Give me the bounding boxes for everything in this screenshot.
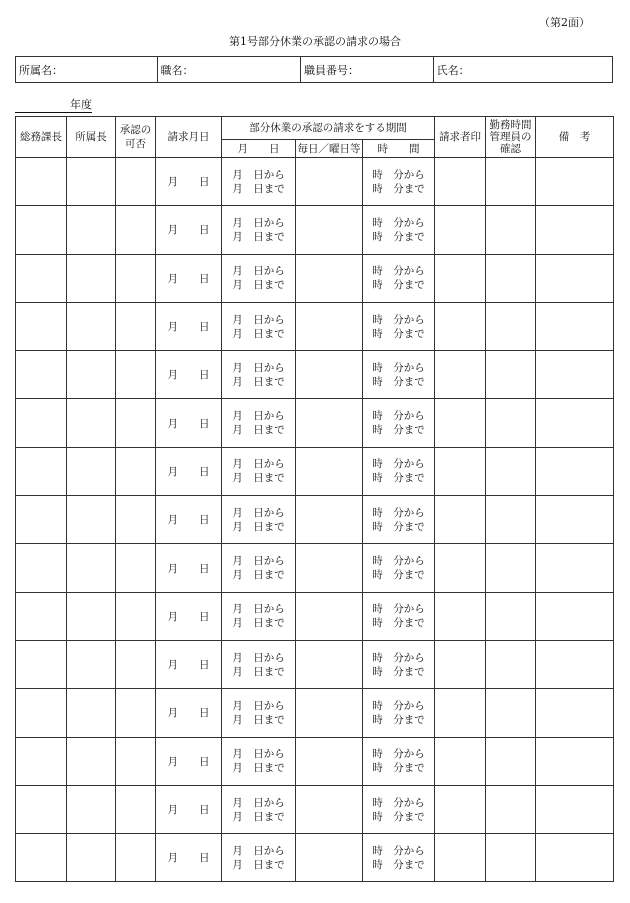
table-row bbox=[16, 447, 614, 495]
cell-daily-weekday[interactable] bbox=[296, 158, 363, 206]
cell-general-affairs-chief[interactable] bbox=[16, 640, 67, 688]
cell-request-date-text: 月 日 bbox=[167, 369, 210, 382]
cell-manager-confirm[interactable] bbox=[486, 447, 536, 495]
cell-date-range-text: 月 日から 月 日まで bbox=[232, 699, 285, 726]
cell-date-range[interactable] bbox=[222, 158, 296, 206]
cell-remarks[interactable] bbox=[536, 158, 614, 206]
cell-request-date-text: 月 日 bbox=[167, 176, 210, 189]
table-row bbox=[16, 254, 614, 302]
cell-date-range[interactable] bbox=[222, 254, 296, 302]
cell-request-date[interactable] bbox=[156, 785, 222, 833]
cell-approval[interactable] bbox=[116, 689, 156, 737]
cell-request-date-text: 月 日 bbox=[167, 562, 210, 575]
cell-requester-seal[interactable] bbox=[435, 399, 486, 447]
cell-daily-weekday[interactable] bbox=[296, 496, 363, 544]
cell-request-date-text: 月 日 bbox=[167, 852, 210, 865]
cell-request-date-text: 月 日 bbox=[167, 417, 210, 430]
cell-remarks[interactable] bbox=[536, 496, 614, 544]
cell-request-date[interactable] bbox=[156, 158, 222, 206]
cell-daily-weekday[interactable] bbox=[296, 785, 363, 833]
cell-date-range-text: 月 日から 月 日まで bbox=[232, 748, 285, 775]
col-daily-weekday: 毎日／曜日等 bbox=[296, 140, 363, 158]
cell-requester-seal[interactable] bbox=[435, 640, 486, 688]
cell-date-range-text: 月 日から 月 日まで bbox=[232, 844, 285, 871]
cell-request-date[interactable] bbox=[156, 351, 222, 399]
cell-time-range[interactable] bbox=[363, 206, 435, 254]
cell-time-range[interactable] bbox=[363, 447, 435, 495]
cell-request-date-text: 月 日 bbox=[167, 755, 210, 768]
cell-request-date-text: 月 日 bbox=[167, 321, 210, 334]
cell-general-affairs-chief[interactable] bbox=[16, 399, 67, 447]
employee-info-box bbox=[15, 56, 613, 83]
cell-approval[interactable] bbox=[116, 785, 156, 833]
table-row bbox=[16, 158, 614, 206]
col-group-period: 部分休業の承認の請求をする期間 bbox=[222, 117, 435, 140]
cell-manager-confirm[interactable] bbox=[486, 158, 536, 206]
cell-manager-confirm[interactable] bbox=[486, 544, 536, 592]
cell-approval[interactable] bbox=[116, 544, 156, 592]
cell-manager-confirm[interactable] bbox=[486, 834, 536, 882]
cell-requester-seal[interactable] bbox=[435, 447, 486, 495]
cell-remarks[interactable] bbox=[536, 302, 614, 350]
cell-request-date-text: 月 日 bbox=[167, 610, 210, 623]
cell-remarks[interactable] bbox=[536, 834, 614, 882]
cell-time-range-text: 時 分から 時 分まで bbox=[372, 555, 425, 582]
cell-remarks[interactable] bbox=[536, 544, 614, 592]
cell-time-range[interactable] bbox=[363, 254, 435, 302]
cell-date-range-text: 月 日から 月 日まで bbox=[232, 796, 285, 823]
cell-date-range-text: 月 日から 月 日まで bbox=[232, 168, 285, 195]
cell-daily-weekday[interactable] bbox=[296, 302, 363, 350]
cell-approval[interactable] bbox=[116, 737, 156, 785]
cell-daily-weekday[interactable] bbox=[296, 592, 363, 640]
cell-requester-seal[interactable] bbox=[435, 302, 486, 350]
cell-requester-seal[interactable] bbox=[435, 737, 486, 785]
cell-time-range[interactable] bbox=[363, 158, 435, 206]
cell-time-range-text: 時 分から 時 分まで bbox=[372, 603, 425, 630]
cell-manager-confirm[interactable] bbox=[486, 206, 536, 254]
cell-time-range-text: 時 分から 時 分まで bbox=[372, 651, 425, 678]
cell-remarks[interactable] bbox=[536, 351, 614, 399]
cell-date-range-text: 月 日から 月 日まで bbox=[232, 410, 285, 437]
cell-manager-confirm[interactable] bbox=[486, 351, 536, 399]
cell-daily-weekday[interactable] bbox=[296, 834, 363, 882]
cell-date-range-text: 月 日から 月 日まで bbox=[232, 361, 285, 388]
cell-office-head[interactable] bbox=[67, 447, 116, 495]
cell-daily-weekday[interactable] bbox=[296, 737, 363, 785]
cell-request-date[interactable] bbox=[156, 834, 222, 882]
table-row bbox=[16, 544, 614, 592]
cell-general-affairs-chief[interactable] bbox=[16, 689, 67, 737]
cell-requester-seal[interactable] bbox=[435, 351, 486, 399]
cell-date-range[interactable] bbox=[222, 351, 296, 399]
name-label: 氏名： bbox=[436, 63, 470, 77]
page-title: 第1号部分休業の承認の請求の場合 bbox=[229, 35, 401, 48]
cell-daily-weekday[interactable] bbox=[296, 351, 363, 399]
cell-request-date[interactable] bbox=[156, 254, 222, 302]
cell-time-range-text: 時 分から 時 分まで bbox=[372, 410, 425, 437]
cell-date-range[interactable] bbox=[222, 834, 296, 882]
cell-request-date[interactable] bbox=[156, 302, 222, 350]
cell-general-affairs-chief[interactable] bbox=[16, 302, 67, 350]
cell-time-range-text: 時 分から 時 分まで bbox=[372, 361, 425, 388]
cell-date-range[interactable] bbox=[222, 785, 296, 833]
cell-request-date[interactable] bbox=[156, 206, 222, 254]
cell-requester-seal[interactable] bbox=[435, 254, 486, 302]
cell-general-affairs-chief[interactable] bbox=[16, 737, 67, 785]
cell-office-head[interactable] bbox=[67, 737, 116, 785]
cell-requester-seal[interactable] bbox=[435, 592, 486, 640]
cell-request-date-text: 月 日 bbox=[167, 659, 210, 672]
table-row bbox=[16, 834, 614, 882]
cell-approval[interactable] bbox=[116, 399, 156, 447]
cell-request-date[interactable] bbox=[156, 544, 222, 592]
cell-request-date-text: 月 日 bbox=[167, 804, 210, 816]
cell-requester-seal[interactable] bbox=[435, 785, 486, 833]
cell-time-range[interactable] bbox=[363, 496, 435, 544]
cell-approval[interactable] bbox=[116, 447, 156, 495]
cell-time-range-text: 時 分から 時 分まで bbox=[372, 458, 425, 485]
table-row bbox=[16, 206, 614, 254]
cell-remarks[interactable] bbox=[536, 785, 614, 833]
cell-manager-confirm[interactable] bbox=[486, 689, 536, 737]
cell-approval[interactable] bbox=[116, 592, 156, 640]
name-field[interactable] bbox=[434, 57, 612, 82]
cell-remarks[interactable] bbox=[536, 689, 614, 737]
cell-date-range-text: 月 日から 月 日まで bbox=[232, 313, 285, 340]
cell-general-affairs-chief[interactable] bbox=[16, 496, 67, 544]
affiliation-field[interactable] bbox=[16, 57, 158, 82]
table-row bbox=[16, 351, 614, 399]
cell-office-head[interactable] bbox=[67, 254, 116, 302]
cell-time-range[interactable] bbox=[363, 302, 435, 350]
cell-time-range[interactable] bbox=[363, 640, 435, 688]
cell-remarks[interactable] bbox=[536, 737, 614, 785]
cell-office-head[interactable] bbox=[67, 785, 116, 833]
cell-request-date-text: 月 日 bbox=[167, 707, 210, 720]
cell-time-range-text: 時 分から 時 分まで bbox=[372, 699, 425, 726]
cell-daily-weekday[interactable] bbox=[296, 254, 363, 302]
cell-requester-seal[interactable] bbox=[435, 206, 486, 254]
cell-date-range[interactable] bbox=[222, 496, 296, 544]
col-general-affairs-chief: 総務課長 bbox=[16, 117, 67, 158]
cell-manager-confirm[interactable] bbox=[486, 737, 536, 785]
col-approval: 承認の 可否 bbox=[116, 117, 156, 158]
cell-time-range[interactable] bbox=[363, 351, 435, 399]
cell-time-range-text: 時 分から 時 分まで bbox=[372, 506, 425, 533]
cell-time-range[interactable] bbox=[363, 834, 435, 882]
fiscal-year-line bbox=[15, 96, 92, 113]
cell-date-range[interactable] bbox=[222, 544, 296, 592]
cell-office-head[interactable] bbox=[67, 592, 116, 640]
cell-daily-weekday[interactable] bbox=[296, 399, 363, 447]
cell-request-date-text: 月 日 bbox=[167, 514, 210, 527]
table-row bbox=[16, 496, 614, 544]
cell-office-head[interactable] bbox=[67, 496, 116, 544]
cell-date-range[interactable] bbox=[222, 302, 296, 350]
cell-request-date[interactable] bbox=[156, 496, 222, 544]
cell-general-affairs-chief[interactable] bbox=[16, 158, 67, 206]
affiliation-label: 所属名： bbox=[19, 63, 63, 77]
col-office-head: 所属長 bbox=[67, 117, 116, 158]
cell-time-range[interactable] bbox=[363, 689, 435, 737]
cell-office-head[interactable] bbox=[67, 640, 116, 688]
cell-approval[interactable] bbox=[116, 206, 156, 254]
cell-time-range-text: 時 分から 時 分まで bbox=[372, 216, 425, 243]
cell-request-date[interactable] bbox=[156, 640, 222, 688]
cell-date-range[interactable] bbox=[222, 737, 296, 785]
position-label: 職名： bbox=[160, 63, 194, 77]
cell-office-head[interactable] bbox=[67, 351, 116, 399]
cell-time-range-text: 時 分から 時 分まで bbox=[372, 265, 425, 292]
request-table bbox=[15, 116, 614, 882]
cell-time-range[interactable] bbox=[363, 785, 435, 833]
table-row bbox=[16, 592, 614, 640]
cell-daily-weekday[interactable] bbox=[296, 447, 363, 495]
cell-request-date[interactable] bbox=[156, 689, 222, 737]
staff-number-field[interactable] bbox=[301, 57, 434, 82]
cell-general-affairs-chief[interactable] bbox=[16, 544, 67, 592]
cell-time-range-text: 時 分から 時 分まで bbox=[372, 796, 425, 823]
cell-daily-weekday[interactable] bbox=[296, 206, 363, 254]
cell-request-date-text: 月 日 bbox=[167, 224, 210, 237]
cell-general-affairs-chief[interactable] bbox=[16, 351, 67, 399]
col-requester-seal: 請求者印 bbox=[435, 117, 486, 158]
cell-request-date[interactable] bbox=[156, 399, 222, 447]
cell-manager-confirm[interactable] bbox=[486, 302, 536, 350]
col-time: 時 間 bbox=[363, 140, 435, 158]
table-row bbox=[16, 399, 614, 447]
table-row bbox=[16, 302, 614, 350]
col-month-day: 月 日 bbox=[222, 140, 296, 158]
cell-date-range-text: 月 日から 月 日まで bbox=[232, 555, 285, 582]
cell-approval[interactable] bbox=[116, 254, 156, 302]
cell-general-affairs-chief[interactable] bbox=[16, 447, 67, 495]
table-row bbox=[16, 640, 614, 688]
cell-request-date[interactable] bbox=[156, 592, 222, 640]
cell-date-range[interactable] bbox=[222, 640, 296, 688]
cell-date-range[interactable] bbox=[222, 399, 296, 447]
cell-time-range-text: 時 分から 時 分まで bbox=[372, 748, 425, 775]
cell-general-affairs-chief[interactable] bbox=[16, 254, 67, 302]
col-remarks: 備 考 bbox=[536, 117, 614, 158]
cell-time-range[interactable] bbox=[363, 399, 435, 447]
cell-request-date[interactable] bbox=[156, 447, 222, 495]
cell-remarks[interactable] bbox=[536, 640, 614, 688]
cell-manager-confirm[interactable] bbox=[486, 640, 536, 688]
cell-approval[interactable] bbox=[116, 496, 156, 544]
cell-requester-seal[interactable] bbox=[435, 544, 486, 592]
cell-approval[interactable] bbox=[116, 351, 156, 399]
cell-requester-seal[interactable] bbox=[435, 496, 486, 544]
col-manager-confirm: 勤務時間 管理員の 確認 bbox=[486, 117, 536, 158]
cell-date-range[interactable] bbox=[222, 447, 296, 495]
cell-general-affairs-chief[interactable] bbox=[16, 834, 67, 882]
cell-requester-seal[interactable] bbox=[435, 158, 486, 206]
cell-time-range-text: 時 分から 時 分まで bbox=[372, 168, 425, 195]
cell-office-head[interactable] bbox=[67, 302, 116, 350]
cell-requester-seal[interactable] bbox=[435, 834, 486, 882]
cell-request-date-text: 月 日 bbox=[167, 272, 210, 285]
cell-date-range-text: 月 日から 月 日まで bbox=[232, 458, 285, 485]
cell-office-head[interactable] bbox=[67, 158, 116, 206]
table-row bbox=[16, 785, 614, 833]
cell-general-affairs-chief[interactable] bbox=[16, 785, 67, 833]
cell-remarks[interactable] bbox=[536, 254, 614, 302]
cell-time-range[interactable] bbox=[363, 592, 435, 640]
cell-approval[interactable] bbox=[116, 158, 156, 206]
table-row bbox=[16, 737, 614, 785]
fiscal-year-label: 年度 bbox=[70, 98, 92, 111]
cell-office-head[interactable] bbox=[67, 834, 116, 882]
cell-date-range[interactable] bbox=[222, 206, 296, 254]
cell-date-range[interactable] bbox=[222, 689, 296, 737]
table-row bbox=[16, 689, 614, 737]
cell-daily-weekday[interactable] bbox=[296, 544, 363, 592]
cell-request-date[interactable] bbox=[156, 737, 222, 785]
cell-daily-weekday[interactable] bbox=[296, 689, 363, 737]
table-body bbox=[16, 158, 614, 882]
cell-general-affairs-chief[interactable] bbox=[16, 592, 67, 640]
cell-office-head[interactable] bbox=[67, 399, 116, 447]
fiscal-year-field[interactable] bbox=[15, 96, 92, 113]
cell-date-range-text: 月 日から 月 日まで bbox=[232, 265, 285, 292]
cell-manager-confirm[interactable] bbox=[486, 592, 536, 640]
cell-remarks[interactable] bbox=[536, 206, 614, 254]
cell-date-range-text: 月 日から 月 日まで bbox=[232, 216, 285, 243]
cell-request-date-text: 月 日 bbox=[167, 465, 210, 478]
cell-manager-confirm[interactable] bbox=[486, 785, 536, 833]
cell-remarks[interactable] bbox=[536, 399, 614, 447]
cell-remarks[interactable] bbox=[536, 447, 614, 495]
cell-time-range-text: 時 分から 時 分まで bbox=[372, 844, 425, 871]
cell-approval[interactable] bbox=[116, 302, 156, 350]
page-label: （第2面） bbox=[539, 16, 590, 29]
cell-time-range[interactable] bbox=[363, 544, 435, 592]
position-field[interactable] bbox=[158, 57, 302, 82]
staff-number-label: 職員番号： bbox=[304, 63, 360, 77]
cell-office-head[interactable] bbox=[67, 689, 116, 737]
cell-office-head[interactable] bbox=[67, 544, 116, 592]
cell-time-range[interactable] bbox=[363, 737, 435, 785]
cell-time-range-text: 時 分から 時 分まで bbox=[372, 313, 425, 340]
cell-date-range[interactable] bbox=[222, 592, 296, 640]
cell-manager-confirm[interactable] bbox=[486, 254, 536, 302]
col-request-date: 請求月日 bbox=[156, 117, 222, 158]
cell-approval[interactable] bbox=[116, 834, 156, 882]
cell-date-range-text: 月 日から 月 日まで bbox=[232, 603, 285, 630]
cell-manager-confirm[interactable] bbox=[486, 399, 536, 447]
cell-remarks[interactable] bbox=[536, 592, 614, 640]
cell-general-affairs-chief[interactable] bbox=[16, 206, 67, 254]
cell-daily-weekday[interactable] bbox=[296, 640, 363, 688]
cell-manager-confirm[interactable] bbox=[486, 496, 536, 544]
cell-date-range-text: 月 日から 月 日まで bbox=[232, 651, 285, 678]
cell-approval[interactable] bbox=[116, 640, 156, 688]
cell-requester-seal[interactable] bbox=[435, 689, 486, 737]
cell-office-head[interactable] bbox=[67, 206, 116, 254]
cell-date-range-text: 月 日から 月 日まで bbox=[232, 506, 285, 533]
